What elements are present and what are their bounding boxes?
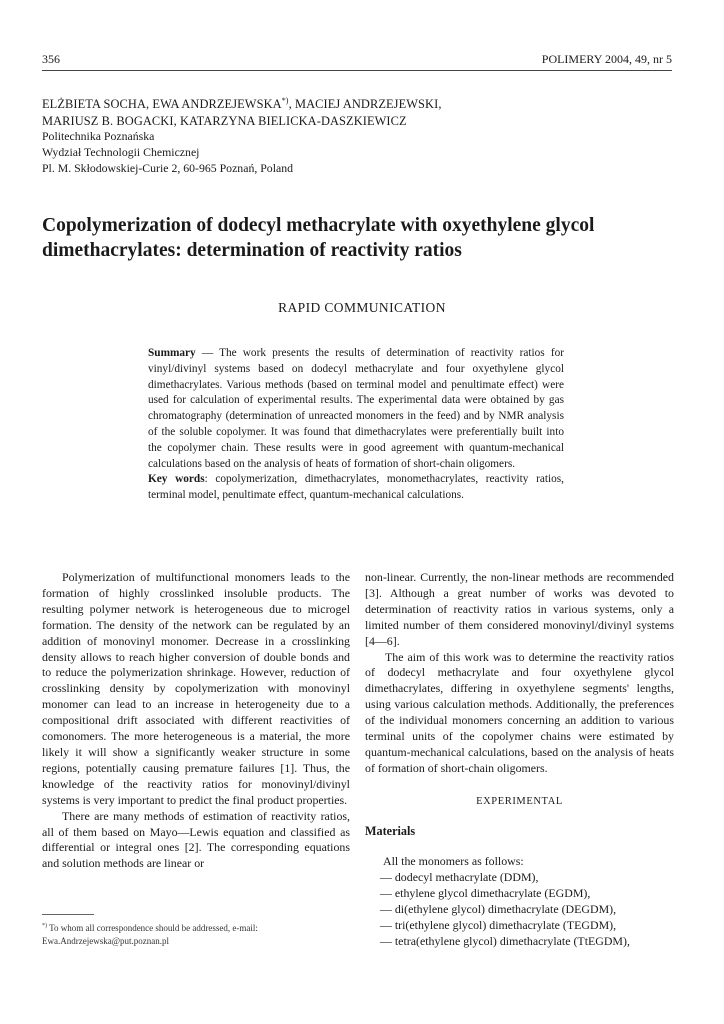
paper-title-line-1: Copolymerization of dodecyl methacrylate with oxyethylene glycol xyxy=(42,215,595,236)
experimental-heading: EXPERIMENTAL xyxy=(476,796,563,807)
list-item: — tetra(ethylene glycol) dimethacrylate (TtEGDM), xyxy=(380,934,630,948)
paragraph: non-linear. Currently, the non-linear methods are recommended [3]. Although a great number of works was devoted to determination of reactivity ratios in various systems, only a limited number of them considered monovinyl/divinyl systems [4—6]. xyxy=(365,570,674,648)
footnote xyxy=(42,920,350,948)
list-item: — di(ethylene glycol) dimethacrylate (DEGDM), xyxy=(380,902,617,916)
article-type: RAPID COMMUNICATION xyxy=(278,300,446,315)
journal-reference: POLIMERY 2004, 49, nr 5 xyxy=(541,52,672,66)
list-item: — tri(ethylene glycol) dimethacrylate (TEGDM), xyxy=(380,918,617,932)
paragraph: There are many methods of estimation of reactivity ratios, all of them based on Mayo—Lewis equation and classified as differential or integral ones [2]. The corresponding equations and solution methods are linear or xyxy=(42,808,350,871)
paper-title xyxy=(42,213,682,263)
left-column xyxy=(42,570,350,872)
right-column xyxy=(365,570,674,777)
footnote-rule xyxy=(42,914,94,915)
monomer-list xyxy=(380,869,630,949)
authors-line-1 xyxy=(42,92,672,113)
list-item: — dodecyl methacrylate (DDM), xyxy=(380,870,539,884)
footnote-mark: *) xyxy=(42,923,47,929)
affiliation xyxy=(42,128,293,176)
authors-line-1-end: , MACIEJ ANDRZEJEWSKI, xyxy=(288,97,442,112)
authors-line-2: MARIUSZ B. BOGACKI, KATARZYNA BIELICKA-DASZKIEWICZ xyxy=(42,114,407,129)
header-rule xyxy=(42,70,672,71)
summary-label: Summary xyxy=(148,347,196,359)
summary-text: — The work presents the results of determination of reactivity ratios for vinyl/divinyl systems based on dodecyl methacrylate and four oxyethylene glycol dimethacrylates. Various methods (based on terminal model and penultimate effect) were used for calculation of experimental results. The experimental data were obtained by gas chromatography (determination of unreacted monomers in the feed) and by NMR analysis of the soluble copolymer. It was found that dimethacrylates were preferentially built into the copolymer chain. These results were in good agreement with quantum-mechanical calculations based on the analysis of heats of formation of short-chain oligomers. xyxy=(148,347,564,470)
keywords-label: Key words xyxy=(148,473,205,486)
summary-block xyxy=(148,346,564,504)
footnote-text: To whom all correspondence should be addressed, e-mail: Ewa.Andrzejewska@put.poznan.pl xyxy=(42,923,258,946)
page-number: 356 xyxy=(42,52,60,66)
paragraph: Polymerization of multifunctional monomers leads to the formation of highly crosslinked insoluble products. The resulting polymer network is heterogeneous due to microgel formation. The density of the network can be regulated by an addition of monovinyl monomer. Decrease in a crosslinking density allows to reach higher conversion of double bonds and to reduce the polymerization shrinkage. However, reduction of crosslinking density by copolymerization with monovinyl monomer can lead to an increase in heterogeneity due to a compositional drift associated with different reactivities of comonomers. The more heterogeneous is a material, the more likely it will show a significantly weaker structure in some regions, potentially causing premature failures [1]. Thus, the knowledge of the reactivity ratios for monovinyl/divinyl systems is very important to predict the final product properties. xyxy=(42,570,350,807)
author-list xyxy=(42,92,672,130)
affiliation-faculty: Wydział Technologii Chemicznej xyxy=(42,145,200,159)
paper-title-line-2: dimethacrylates: determination of reactivity ratios xyxy=(42,240,462,261)
list-item: — ethylene glycol dimethacrylate (EGDM), xyxy=(380,886,591,900)
paragraph: The aim of this work was to determine the reactivity ratios of dodecyl methacrylate and four oxyethylene glycol dimethacrylates, differing in oxyethylene segments' lengths, using various calculation methods. Additionally, the preferences of the individual monomers concerning an addition to various terminal units of the copolymer chains were estimated by quantum-mechanical calculations, based on the analysis of heats of formation of short-chain oligomers. xyxy=(365,649,674,775)
affiliation-address: Pl. M. Skłodowskiej-Curie 2, 60-965 Poznań, Poland xyxy=(42,161,294,175)
keywords-text: : copolymerization, dimethacrylates, monomethacrylates, reactivity ratios, terminal model, penultimate effect, quantum-mechanical calculations. xyxy=(148,473,564,502)
authors-line-1-start: ELŻBIETA SOCHA, EWA ANDRZEJEWSKA xyxy=(42,97,282,112)
corresponding-author-mark: *) xyxy=(281,96,289,105)
materials-heading: Materials xyxy=(365,824,416,838)
affiliation-university: Politechnika Poznańska xyxy=(42,129,155,143)
monomer-list-intro: All the monomers as follows: xyxy=(383,854,524,868)
